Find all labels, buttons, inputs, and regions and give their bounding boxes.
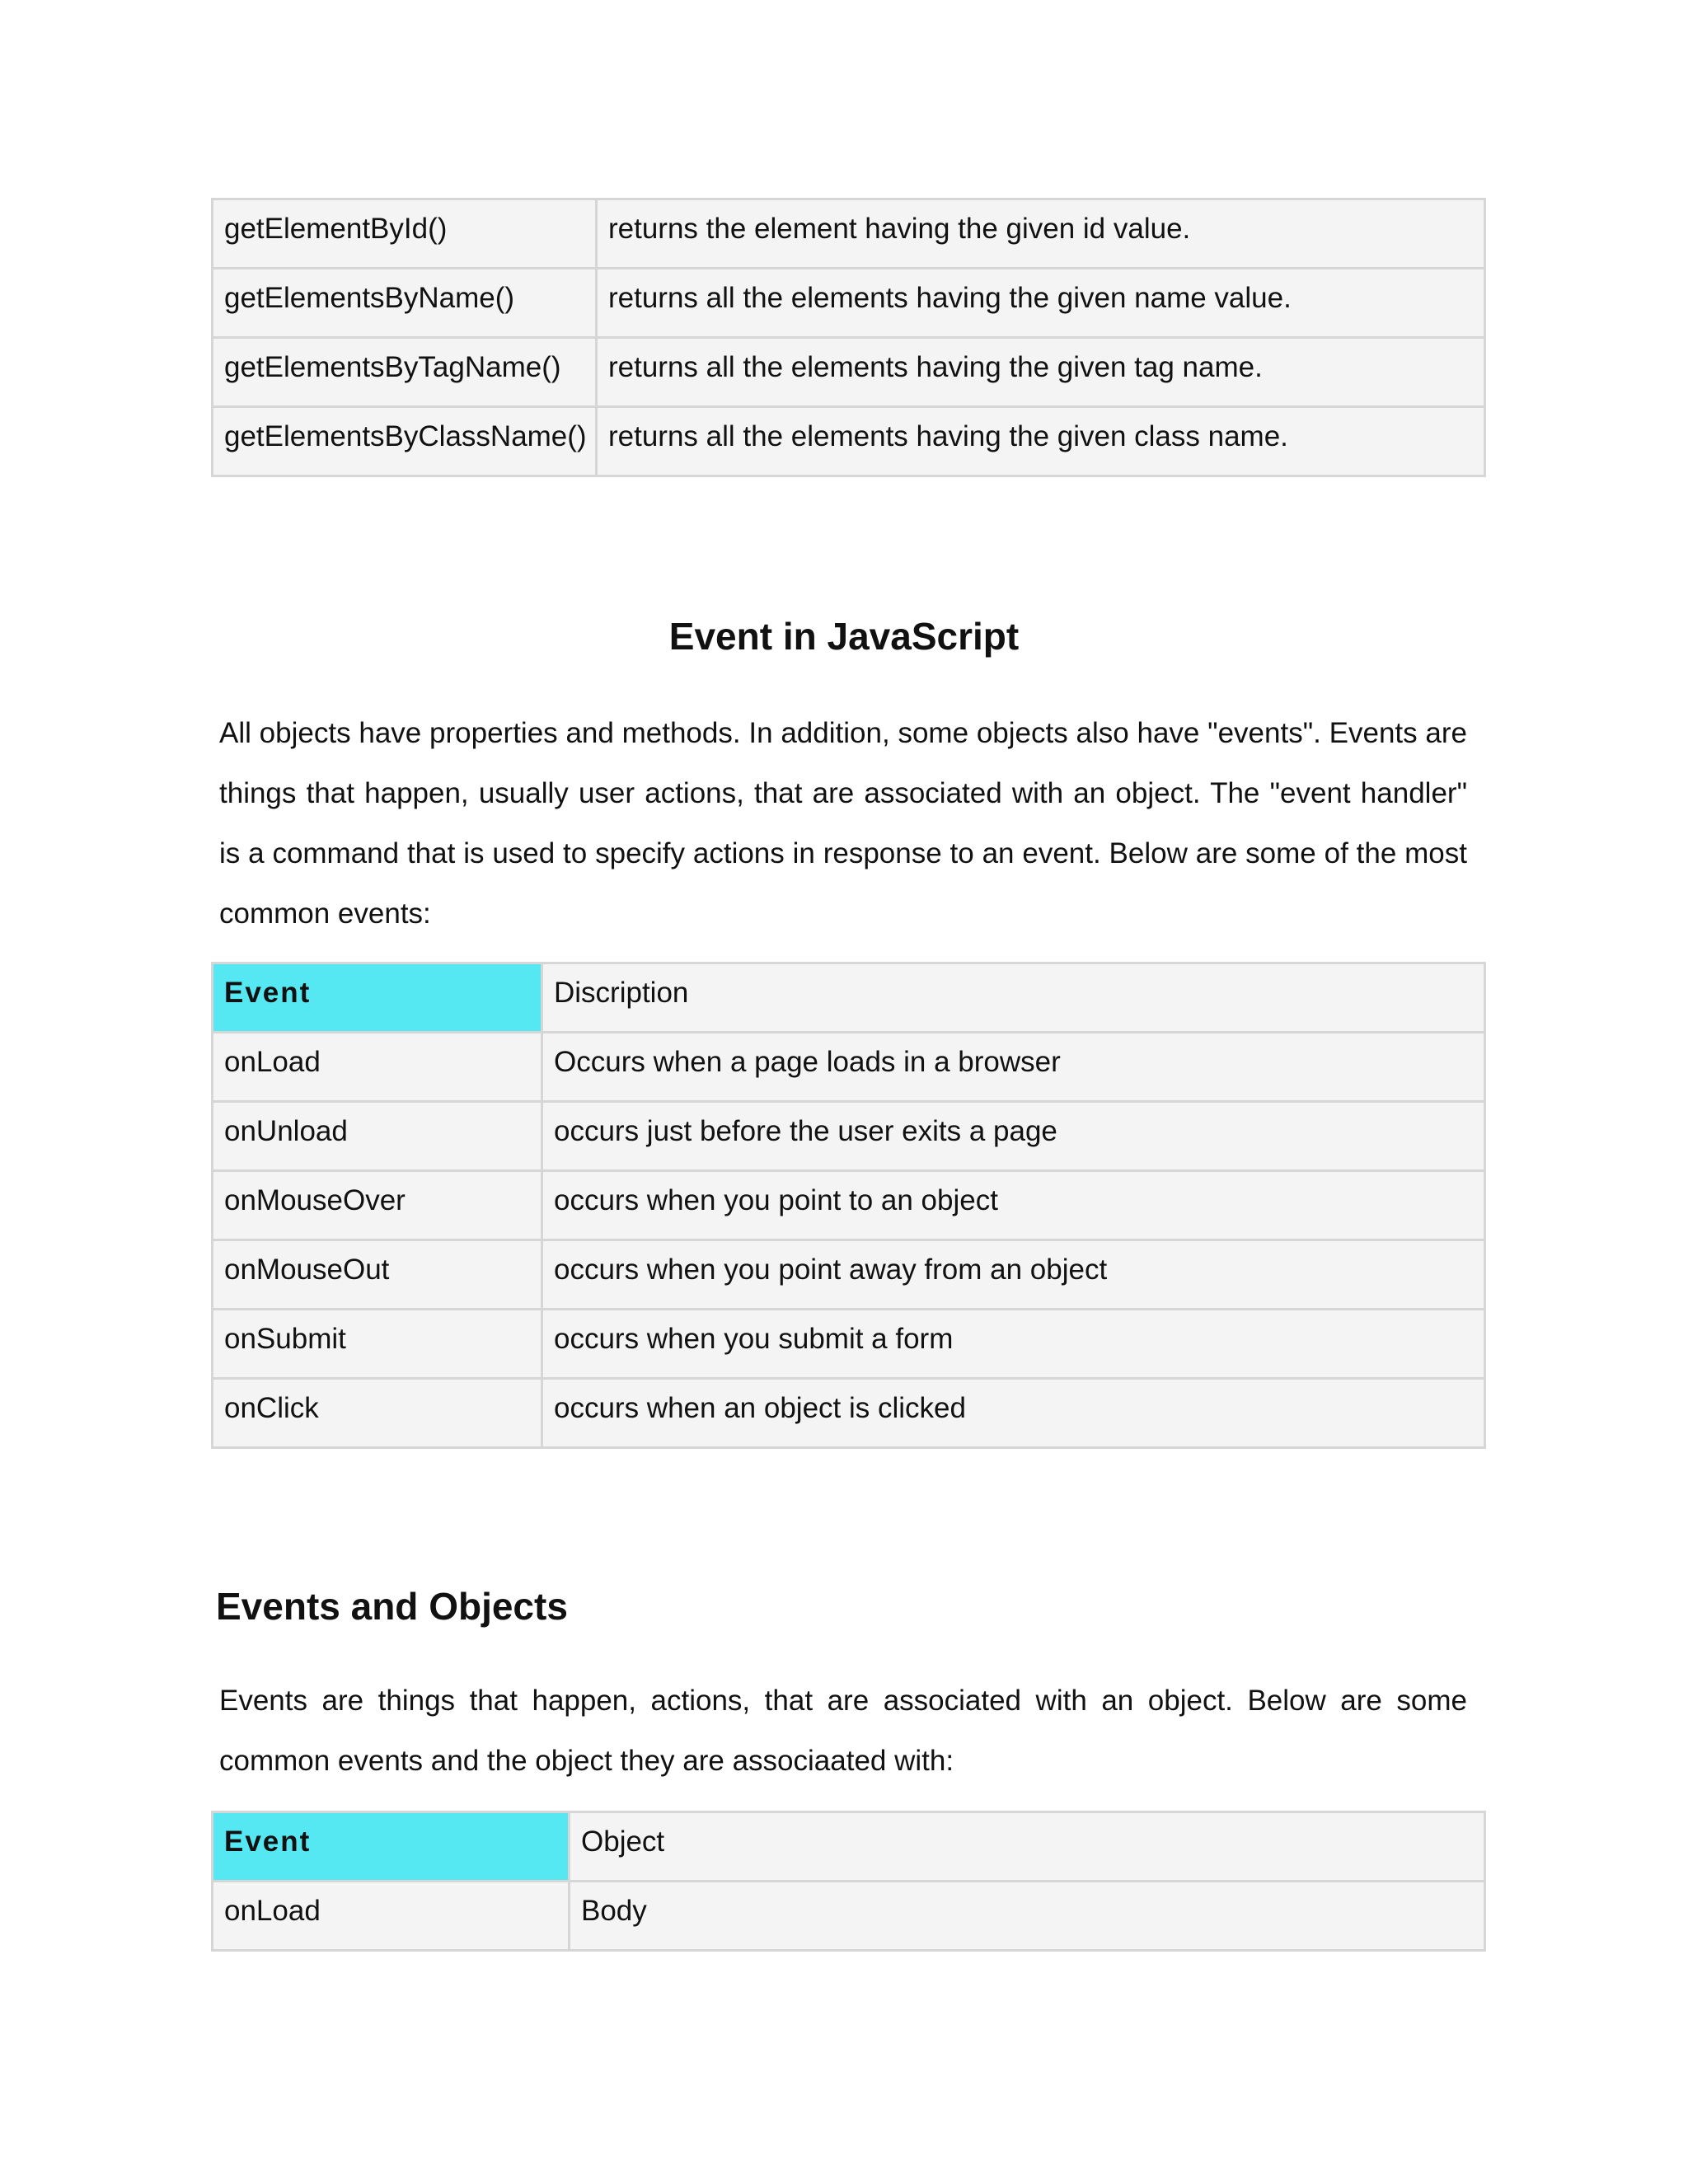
table-row	[213, 1033, 1485, 1102]
table-row	[213, 1240, 1485, 1310]
method-description-cell: returns the element having the given id value.	[597, 199, 1485, 269]
method-name-cell: getElementById()	[213, 199, 597, 269]
event-name-cell: onClick	[213, 1379, 542, 1448]
event-name-cell: onMouseOver	[213, 1171, 542, 1240]
method-name-cell: getElementsByTagName()	[213, 338, 597, 407]
object-column-header: Object	[570, 1812, 1485, 1882]
event-description-cell: occurs when you point away from an object	[542, 1240, 1485, 1310]
table-row	[213, 269, 1485, 338]
description-column-header: Discription	[542, 963, 1485, 1033]
method-name-cell: getElementsByClassName()	[213, 407, 597, 476]
event-description-cell: Occurs when a page loads in a browser	[542, 1033, 1485, 1102]
table-row	[213, 1882, 1485, 1951]
events-objects-heading: Events and Objects	[216, 1585, 568, 1628]
table-row	[213, 338, 1485, 407]
event-name-cell: onLoad	[213, 1033, 542, 1102]
table-row	[213, 1171, 1485, 1240]
table-row	[213, 1102, 1485, 1171]
event-column-header: Event	[213, 963, 542, 1033]
table-row	[213, 1310, 1485, 1379]
event-name-cell: onLoad	[213, 1882, 570, 1951]
event-name-cell: onUnload	[213, 1102, 542, 1171]
table-header-row	[213, 1812, 1485, 1882]
method-description-cell: returns all the elements having the given class name.	[597, 407, 1485, 476]
dom-methods-table	[211, 198, 1486, 477]
event-column-header: Event	[213, 1812, 570, 1882]
table-header-row	[213, 963, 1485, 1033]
method-name-cell: getElementsByName()	[213, 269, 597, 338]
event-description-cell: occurs just before the user exits a page	[542, 1102, 1485, 1171]
event-name-cell: onMouseOut	[213, 1240, 542, 1310]
event-description-cell: occurs when you point to an object	[542, 1171, 1485, 1240]
event-section-heading: Event in JavaScript	[668, 615, 1020, 658]
method-description-cell: returns all the elements having the given name value.	[597, 269, 1485, 338]
events-table	[211, 962, 1486, 1449]
table-row	[213, 199, 1485, 269]
object-name-cell: Body	[570, 1882, 1485, 1951]
events-objects-paragraph: Events are things that happen, actions, that are associated with an object. Below are some common events and the object they are associaated with:	[219, 1685, 1467, 1777]
event-object-table	[211, 1811, 1486, 1952]
method-description-cell: returns all the elements having the given tag name.	[597, 338, 1485, 407]
event-description-cell: occurs when you submit a form	[542, 1310, 1485, 1379]
table-row	[213, 1379, 1485, 1448]
event-name-cell: onSubmit	[213, 1310, 542, 1379]
table-row	[213, 407, 1485, 476]
event-section-paragraph: All objects have properties and methods. In addition, some objects also have "events". Events are things that happen, usually user actions, that are associated with an object. The "event handler" is a command that is used to specify actions in response to an event. Below are some of the most common events:	[219, 717, 1467, 930]
event-description-cell: occurs when an object is clicked	[542, 1379, 1485, 1448]
